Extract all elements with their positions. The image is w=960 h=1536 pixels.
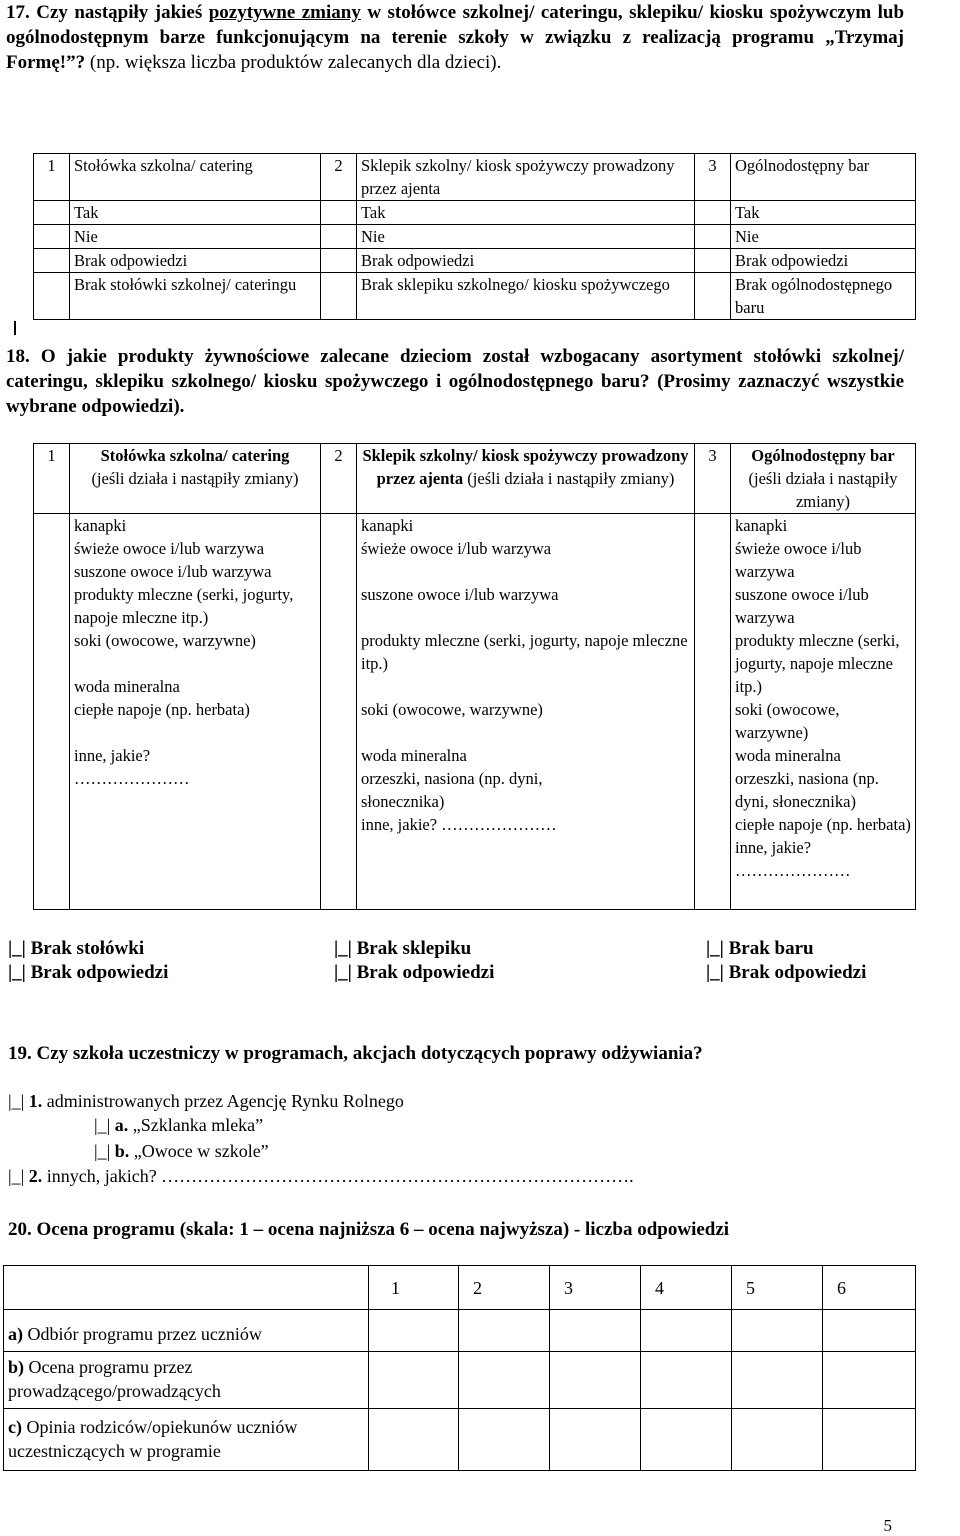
question-18-number: 18. xyxy=(6,346,30,367)
q19-option-2[interactable] xyxy=(8,1164,634,1188)
t18-h3 xyxy=(731,444,916,514)
option-label: administrowanych przez Agencję Rynku Rolnego xyxy=(46,1091,404,1111)
rating-row-b xyxy=(4,1352,369,1409)
t17-r1-c1[interactable]: Tak xyxy=(70,201,321,225)
summary-col3 xyxy=(706,937,866,985)
list-item[interactable]: kanapki xyxy=(74,516,127,535)
checkbox[interactable]: |_| xyxy=(334,938,352,959)
t18-h1 xyxy=(70,444,321,514)
rating-cell[interactable] xyxy=(641,1310,732,1352)
list-item[interactable]: soki (owocowe, warzywne) xyxy=(735,700,840,742)
question-17 xyxy=(6,0,904,75)
stray-mark xyxy=(14,321,16,335)
option-number: 2. xyxy=(28,1166,43,1186)
row-letter: b) xyxy=(8,1357,25,1377)
question-18-text-1: O jakie produkty żywnościowe zalecane dzieciom został wzbogacany asortyment stołówki szkolnej/ cateringu, sklepiku szkolnego/ kiosku spożywczego i ogólnodostępnego baru? xyxy=(6,346,904,392)
summary-label: Brak odpowiedzi xyxy=(30,962,169,983)
option-label: „Szklanka mleka” xyxy=(132,1115,264,1135)
t17-r4-c1[interactable]: Brak stołówki szkolnej/ cateringu xyxy=(70,273,321,320)
rating-cell[interactable] xyxy=(550,1310,641,1352)
rating-cell[interactable] xyxy=(459,1310,550,1352)
checkbox[interactable]: |_| xyxy=(706,962,724,983)
scale-4: 4 xyxy=(641,1266,732,1310)
t17-h1-label: Stołówka szkolna/ catering xyxy=(70,154,321,201)
t17-h3-num: 3 xyxy=(695,154,731,201)
list-item[interactable]: świeże owoce i/lub warzywa xyxy=(74,539,265,558)
summary-label: Brak odpowiedzi xyxy=(356,962,495,983)
rating-cell[interactable] xyxy=(823,1352,916,1409)
list-item[interactable]: inne, jakie? ………………… xyxy=(74,746,190,788)
list-item[interactable]: woda mineralna xyxy=(735,746,841,765)
table-row xyxy=(4,1409,916,1471)
table-row xyxy=(34,249,916,273)
row-label: Odbiór programu przez uczniów xyxy=(27,1324,262,1344)
table-17-header xyxy=(34,154,916,201)
option-label: innych, jakich? ……………………………………………………………………. xyxy=(46,1166,634,1186)
rating-cell[interactable] xyxy=(459,1409,550,1471)
scale-1: 1 xyxy=(369,1266,459,1310)
summary-item[interactable] xyxy=(706,937,866,961)
rating-cell[interactable] xyxy=(369,1310,459,1352)
t18-h2 xyxy=(357,444,695,514)
t18-h1-num: 1 xyxy=(34,444,70,514)
list-item[interactable]: kanapki xyxy=(361,516,414,535)
summary-item[interactable] xyxy=(334,937,494,961)
question-19-number: 19. xyxy=(8,1043,32,1064)
t18-h1-label: Stołówka szkolna/ catering xyxy=(100,446,290,465)
t17-h2-num: 2 xyxy=(321,154,357,201)
option-label: „Owoce w szkole” xyxy=(133,1141,269,1161)
question-19 xyxy=(8,1041,908,1066)
list-item[interactable]: orzeszki, nasiona (np. dyni, słonecznika) xyxy=(735,769,879,811)
checkbox[interactable]: |_| xyxy=(94,1115,111,1135)
table-row xyxy=(4,1352,916,1409)
question-17-text-1: Czy nastąpiły jakieś xyxy=(36,2,203,23)
rating-cell[interactable] xyxy=(732,1409,823,1471)
checkbox[interactable]: |_| xyxy=(706,938,724,959)
checkbox[interactable]: |_| xyxy=(8,1166,25,1186)
summary-col1 xyxy=(8,937,168,985)
list-item[interactable]: produkty mleczne (serki, jogurty, napoje mleczne itp.) xyxy=(361,631,688,673)
question-18 xyxy=(6,344,904,419)
summary-label: Brak odpowiedzi xyxy=(728,962,867,983)
row-letter: a) xyxy=(8,1324,23,1344)
option-number: a. xyxy=(114,1115,129,1135)
t18-col2 xyxy=(357,514,695,910)
rating-cell[interactable] xyxy=(369,1352,459,1409)
option-number: 1. xyxy=(28,1091,43,1111)
rating-cell[interactable] xyxy=(641,1352,732,1409)
list-item[interactable]: woda mineralna xyxy=(74,677,180,696)
t17-r1-c3[interactable]: Tak xyxy=(731,201,916,225)
list-item[interactable]: woda mineralna xyxy=(361,746,467,765)
t18-h2-num: 2 xyxy=(321,444,357,514)
rating-row-c xyxy=(4,1409,369,1471)
page-number: 5 xyxy=(883,1516,892,1535)
checkbox[interactable]: |_| xyxy=(8,962,26,983)
table-row xyxy=(34,273,916,320)
rating-cell[interactable] xyxy=(459,1352,550,1409)
list-item[interactable]: soki (owocowe, warzywne) xyxy=(74,631,256,650)
t18-h3-num: 3 xyxy=(695,444,731,514)
q19-option-1[interactable] xyxy=(8,1089,404,1113)
rating-cell[interactable] xyxy=(732,1310,823,1352)
list-item[interactable]: świeże owoce i/lub warzywa xyxy=(735,539,862,581)
table-row xyxy=(34,225,916,249)
list-item[interactable]: produkty mleczne (serki, jogurty, napoje mleczne itp.) xyxy=(74,585,294,627)
t18-col3 xyxy=(731,514,916,910)
rating-table xyxy=(3,1265,916,1471)
scale-2: 2 xyxy=(459,1266,550,1310)
checkbox[interactable]: |_| xyxy=(94,1141,111,1161)
table-row xyxy=(34,201,916,225)
t17-r2-c1[interactable]: Nie xyxy=(70,225,321,249)
summary-col2 xyxy=(334,937,494,985)
t17-r3-c2[interactable]: Brak odpowiedzi xyxy=(357,249,695,273)
t18-h1-note: (jeśli działa i nastąpiły zmiany) xyxy=(91,469,299,488)
list-item[interactable]: inne, jakie? ………………… xyxy=(735,838,851,880)
t18-h3-note: (jeśli działa i nastąpiły zmiany) xyxy=(748,469,898,511)
rating-cell[interactable] xyxy=(732,1352,823,1409)
scale-3: 3 xyxy=(550,1266,641,1310)
table-18 xyxy=(33,443,916,910)
rating-cell[interactable] xyxy=(550,1409,641,1471)
checkbox[interactable]: |_| xyxy=(8,938,26,959)
list-item[interactable]: suszone owoce i/lub warzywa xyxy=(735,585,869,627)
t17-h2-label: Sklepik szkolny/ kiosk spożywczy prowadzony przez ajenta xyxy=(357,154,695,201)
list-item[interactable]: świeże owoce i/lub warzywa xyxy=(361,539,552,558)
t17-r4-c2[interactable]: Brak sklepiku szkolnego/ kiosku spożywczego xyxy=(357,273,695,320)
question-19-text: Czy szkoła uczestniczy w programach, akcjach dotyczących poprawy odżywiania? xyxy=(36,1043,703,1064)
list-item[interactable]: ciepłe napoje (np. herbata) xyxy=(735,815,911,834)
table-17 xyxy=(33,153,916,320)
row-label: Ocena programu przez prowadzącego/prowadzących xyxy=(8,1357,221,1401)
summary-label: Brak sklepiku xyxy=(356,938,472,959)
t17-r1-c2[interactable]: Tak xyxy=(357,201,695,225)
rating-cell[interactable] xyxy=(641,1409,732,1471)
t17-r2-c2[interactable]: Nie xyxy=(357,225,695,249)
summary-item[interactable] xyxy=(8,937,168,961)
scale-6: 6 xyxy=(823,1266,916,1310)
summary-item[interactable] xyxy=(334,961,494,985)
list-item[interactable]: suszone owoce i/lub warzywa xyxy=(361,585,559,604)
t17-r2-c3[interactable]: Nie xyxy=(731,225,916,249)
list-item[interactable]: inne, jakie? ………………… xyxy=(361,815,557,834)
question-17-text-3: (np. większa liczba produktów zalecanych dla dzieci). xyxy=(89,52,502,73)
rating-cell[interactable] xyxy=(823,1409,916,1471)
t18-col1 xyxy=(70,514,321,910)
question-20-number: 20. xyxy=(8,1219,32,1240)
t18-h2-note: (jeśli działa i nastąpiły zmiany) xyxy=(467,469,675,488)
t17-r3-c3[interactable]: Brak odpowiedzi xyxy=(731,249,916,273)
question-18-text-2: (Prosimy zaznaczyć wszystkie wybrane odpowiedzi). xyxy=(6,371,905,417)
list-item[interactable]: suszone owoce i/lub warzywa xyxy=(74,562,272,581)
t17-h1-num: 1 xyxy=(34,154,70,201)
list-item[interactable]: ciepłe napoje (np. herbata) xyxy=(74,700,250,719)
summary-label: Brak baru xyxy=(728,938,814,959)
option-number: b. xyxy=(114,1141,130,1161)
rating-cell[interactable] xyxy=(823,1310,916,1352)
checkbox[interactable]: |_| xyxy=(334,962,352,983)
rating-cell[interactable] xyxy=(550,1352,641,1409)
list-item[interactable]: soki (owocowe, warzywne) xyxy=(361,700,543,719)
checkbox[interactable]: |_| xyxy=(8,1091,25,1111)
t17-h3-label: Ogólnodostępny bar xyxy=(731,154,916,201)
scale-5: 5 xyxy=(732,1266,823,1310)
t18-h3-label: Ogólnodostępny bar xyxy=(751,446,895,465)
rating-header xyxy=(4,1266,916,1310)
row-label: Opinia rodziców/opiekunów uczniów uczestniczących w programie xyxy=(8,1416,298,1461)
t17-r3-c1[interactable]: Brak odpowiedzi xyxy=(70,249,321,273)
q19-option-1a[interactable] xyxy=(94,1113,263,1137)
summary-item[interactable] xyxy=(706,961,866,985)
question-20-text: Ocena programu (skala: 1 – ocena najniższa 6 – ocena najwyższa) - liczba odpowiedzi xyxy=(36,1219,730,1240)
table-18-body xyxy=(34,514,916,910)
list-item[interactable]: orzeszki, nasiona (np. dyni, słonecznika) xyxy=(361,769,543,811)
rating-cell[interactable] xyxy=(369,1409,459,1471)
question-17-underlined: pozytywne zmiany xyxy=(208,2,361,23)
summary-label: Brak stołówki xyxy=(30,938,145,959)
list-item[interactable]: produkty mleczne (serki, jogurty, napoje mleczne itp.) xyxy=(735,631,900,696)
summary-item[interactable] xyxy=(8,961,168,985)
rating-row-a xyxy=(4,1310,369,1352)
question-20 xyxy=(8,1217,908,1242)
table-row xyxy=(4,1310,916,1352)
t18-h2-label: Sklepik szkolny/ kiosk spożywczy prowadzony przez ajenta xyxy=(362,446,689,488)
q19-option-1b[interactable] xyxy=(94,1139,269,1163)
t17-r4-c3[interactable]: Brak ogólnodostępnego baru xyxy=(731,273,916,320)
table-18-header xyxy=(34,444,916,514)
question-17-number: 17. xyxy=(6,2,30,23)
list-item[interactable]: kanapki xyxy=(735,516,788,535)
question-17-text-2: w stołówce szkolnej/ cateringu, sklepiku/ kiosku spożywczym lub ogólnodostępnym barze funkcjonującym na terenie szkoły w związku z realizacją programu „Trzymaj Formę!”? xyxy=(6,2,905,73)
row-letter: c) xyxy=(8,1416,22,1437)
